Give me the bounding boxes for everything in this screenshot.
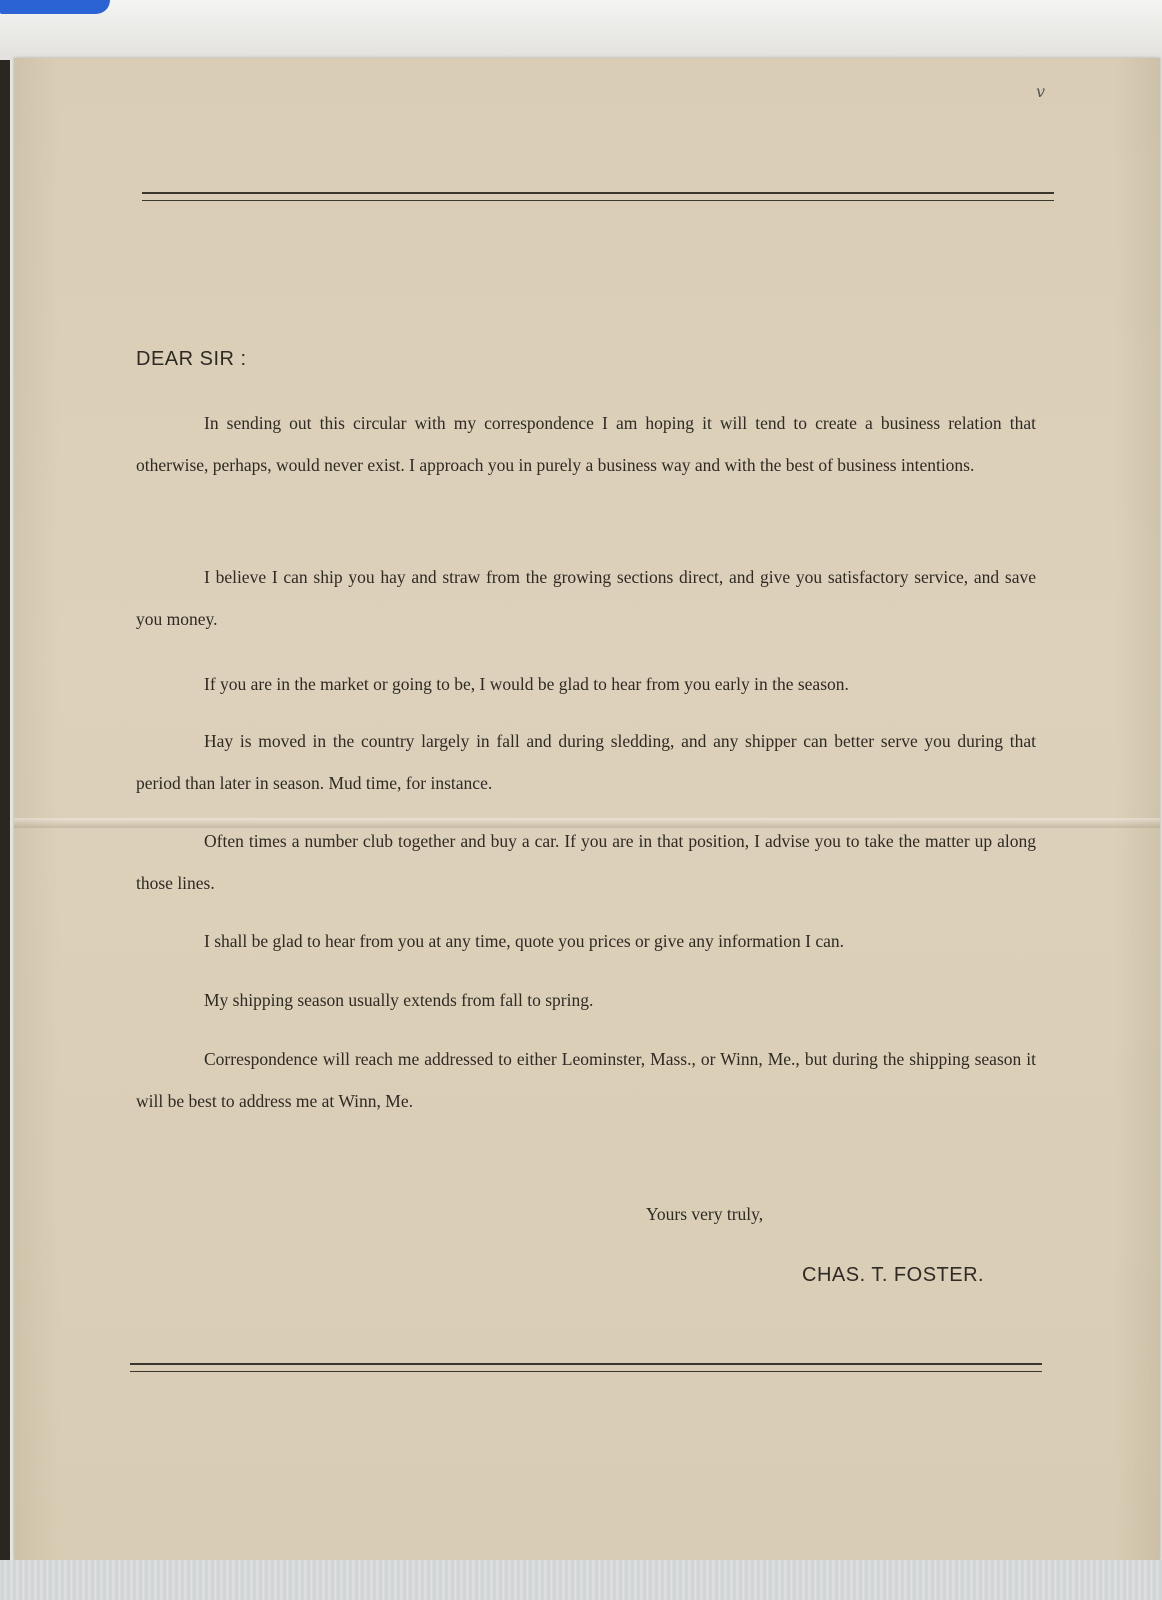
signature-name: CHAS. T. FOSTER. <box>802 1264 985 1286</box>
paragraph-shipping-season: My shipping season usually extends from fall to spring. <box>204 990 594 1010</box>
top-double-rule <box>142 192 1054 201</box>
paragraph-hay-and-straw: I believe I can ship you hay and straw from the growing sections direct, and give you satisfactory service, and save you money. <box>136 567 1036 629</box>
corner-pencil-mark: v <box>1036 82 1046 101</box>
scanner-background <box>0 0 1162 60</box>
letter-page <box>14 58 1160 1560</box>
paragraph-club-together: Often times a number club together and buy a car. If you are in that position, I advise you to take the matter up along those lines. <box>136 831 1036 893</box>
paragraph-quote-prices: I shall be glad to hear from you at any time, quote you prices or give any information I can. <box>204 931 845 951</box>
paragraph-market: If you are in the market or going to be, I would be glad to hear from you early in the season. <box>204 674 849 694</box>
paragraph-correspondence-address: Correspondence will reach me addressed to either Leominster, Mass., or Winn, Me., but during the shipping season it will be best to address me at Winn, Me. <box>136 1049 1036 1111</box>
paragraph-business-relation: In sending out this circular with my correspondence I am hoping it will tend to create a business relation that otherwise, perhaps, would never exist. I approach you in purely a business way and with the best of business intentions. <box>136 413 1036 475</box>
salutation: DEAR SIR : <box>136 348 247 370</box>
scan-left-edge <box>0 60 10 1560</box>
closing: Yours very truly, <box>646 1204 764 1224</box>
bottom-double-rule <box>130 1363 1042 1372</box>
blue-sleeve-mark <box>0 0 110 14</box>
paragraph-hay-moved: Hay is moved in the country largely in fall and during sledding, and any shipper can better serve you during that period than later in season. Mud time, for instance. <box>136 731 1036 793</box>
plastic-sleeve-edge <box>0 1560 1162 1600</box>
